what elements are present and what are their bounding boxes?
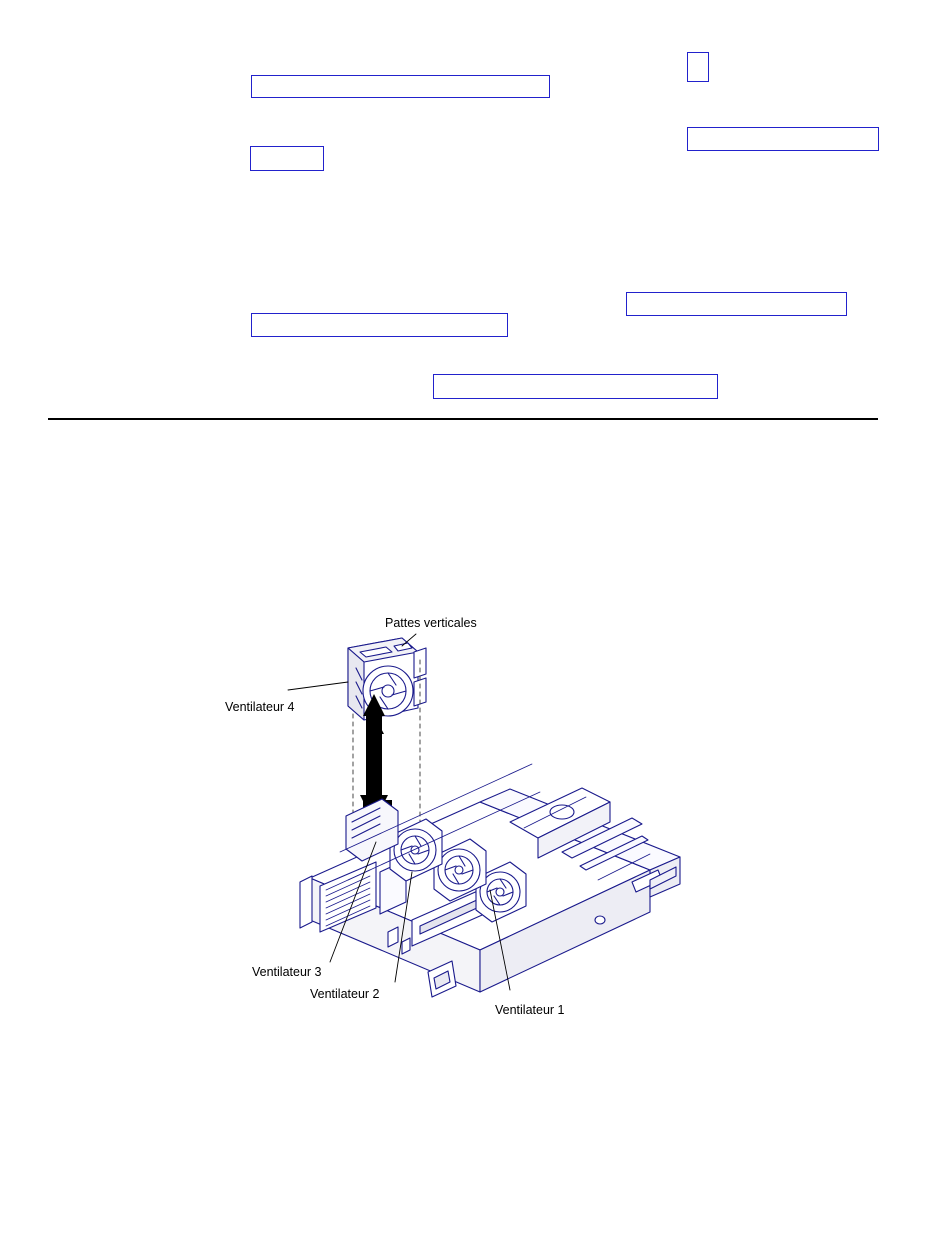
label-ventilateur-4: Ventilateur 4 [225, 700, 295, 714]
figure-fan-removal [180, 590, 780, 1060]
redaction-box-4 [250, 146, 324, 171]
redaction-box-5 [626, 292, 847, 316]
label-ventilateur-1: Ventilateur 1 [495, 1003, 565, 1017]
redaction-box-2 [687, 52, 709, 82]
server-chassis [300, 764, 680, 997]
label-pattes-verticales: Pattes verticales [385, 616, 477, 630]
label-ventilateur-3: Ventilateur 3 [252, 965, 322, 979]
fan-module-4 [348, 638, 426, 720]
server-illustration [180, 590, 780, 1060]
label-ventilateur-2: Ventilateur 2 [310, 987, 380, 1001]
redaction-box-7 [433, 374, 718, 399]
redaction-box-6 [251, 313, 508, 337]
header-divider [48, 418, 878, 420]
redaction-box-3 [687, 127, 879, 151]
redaction-box-1 [251, 75, 550, 98]
